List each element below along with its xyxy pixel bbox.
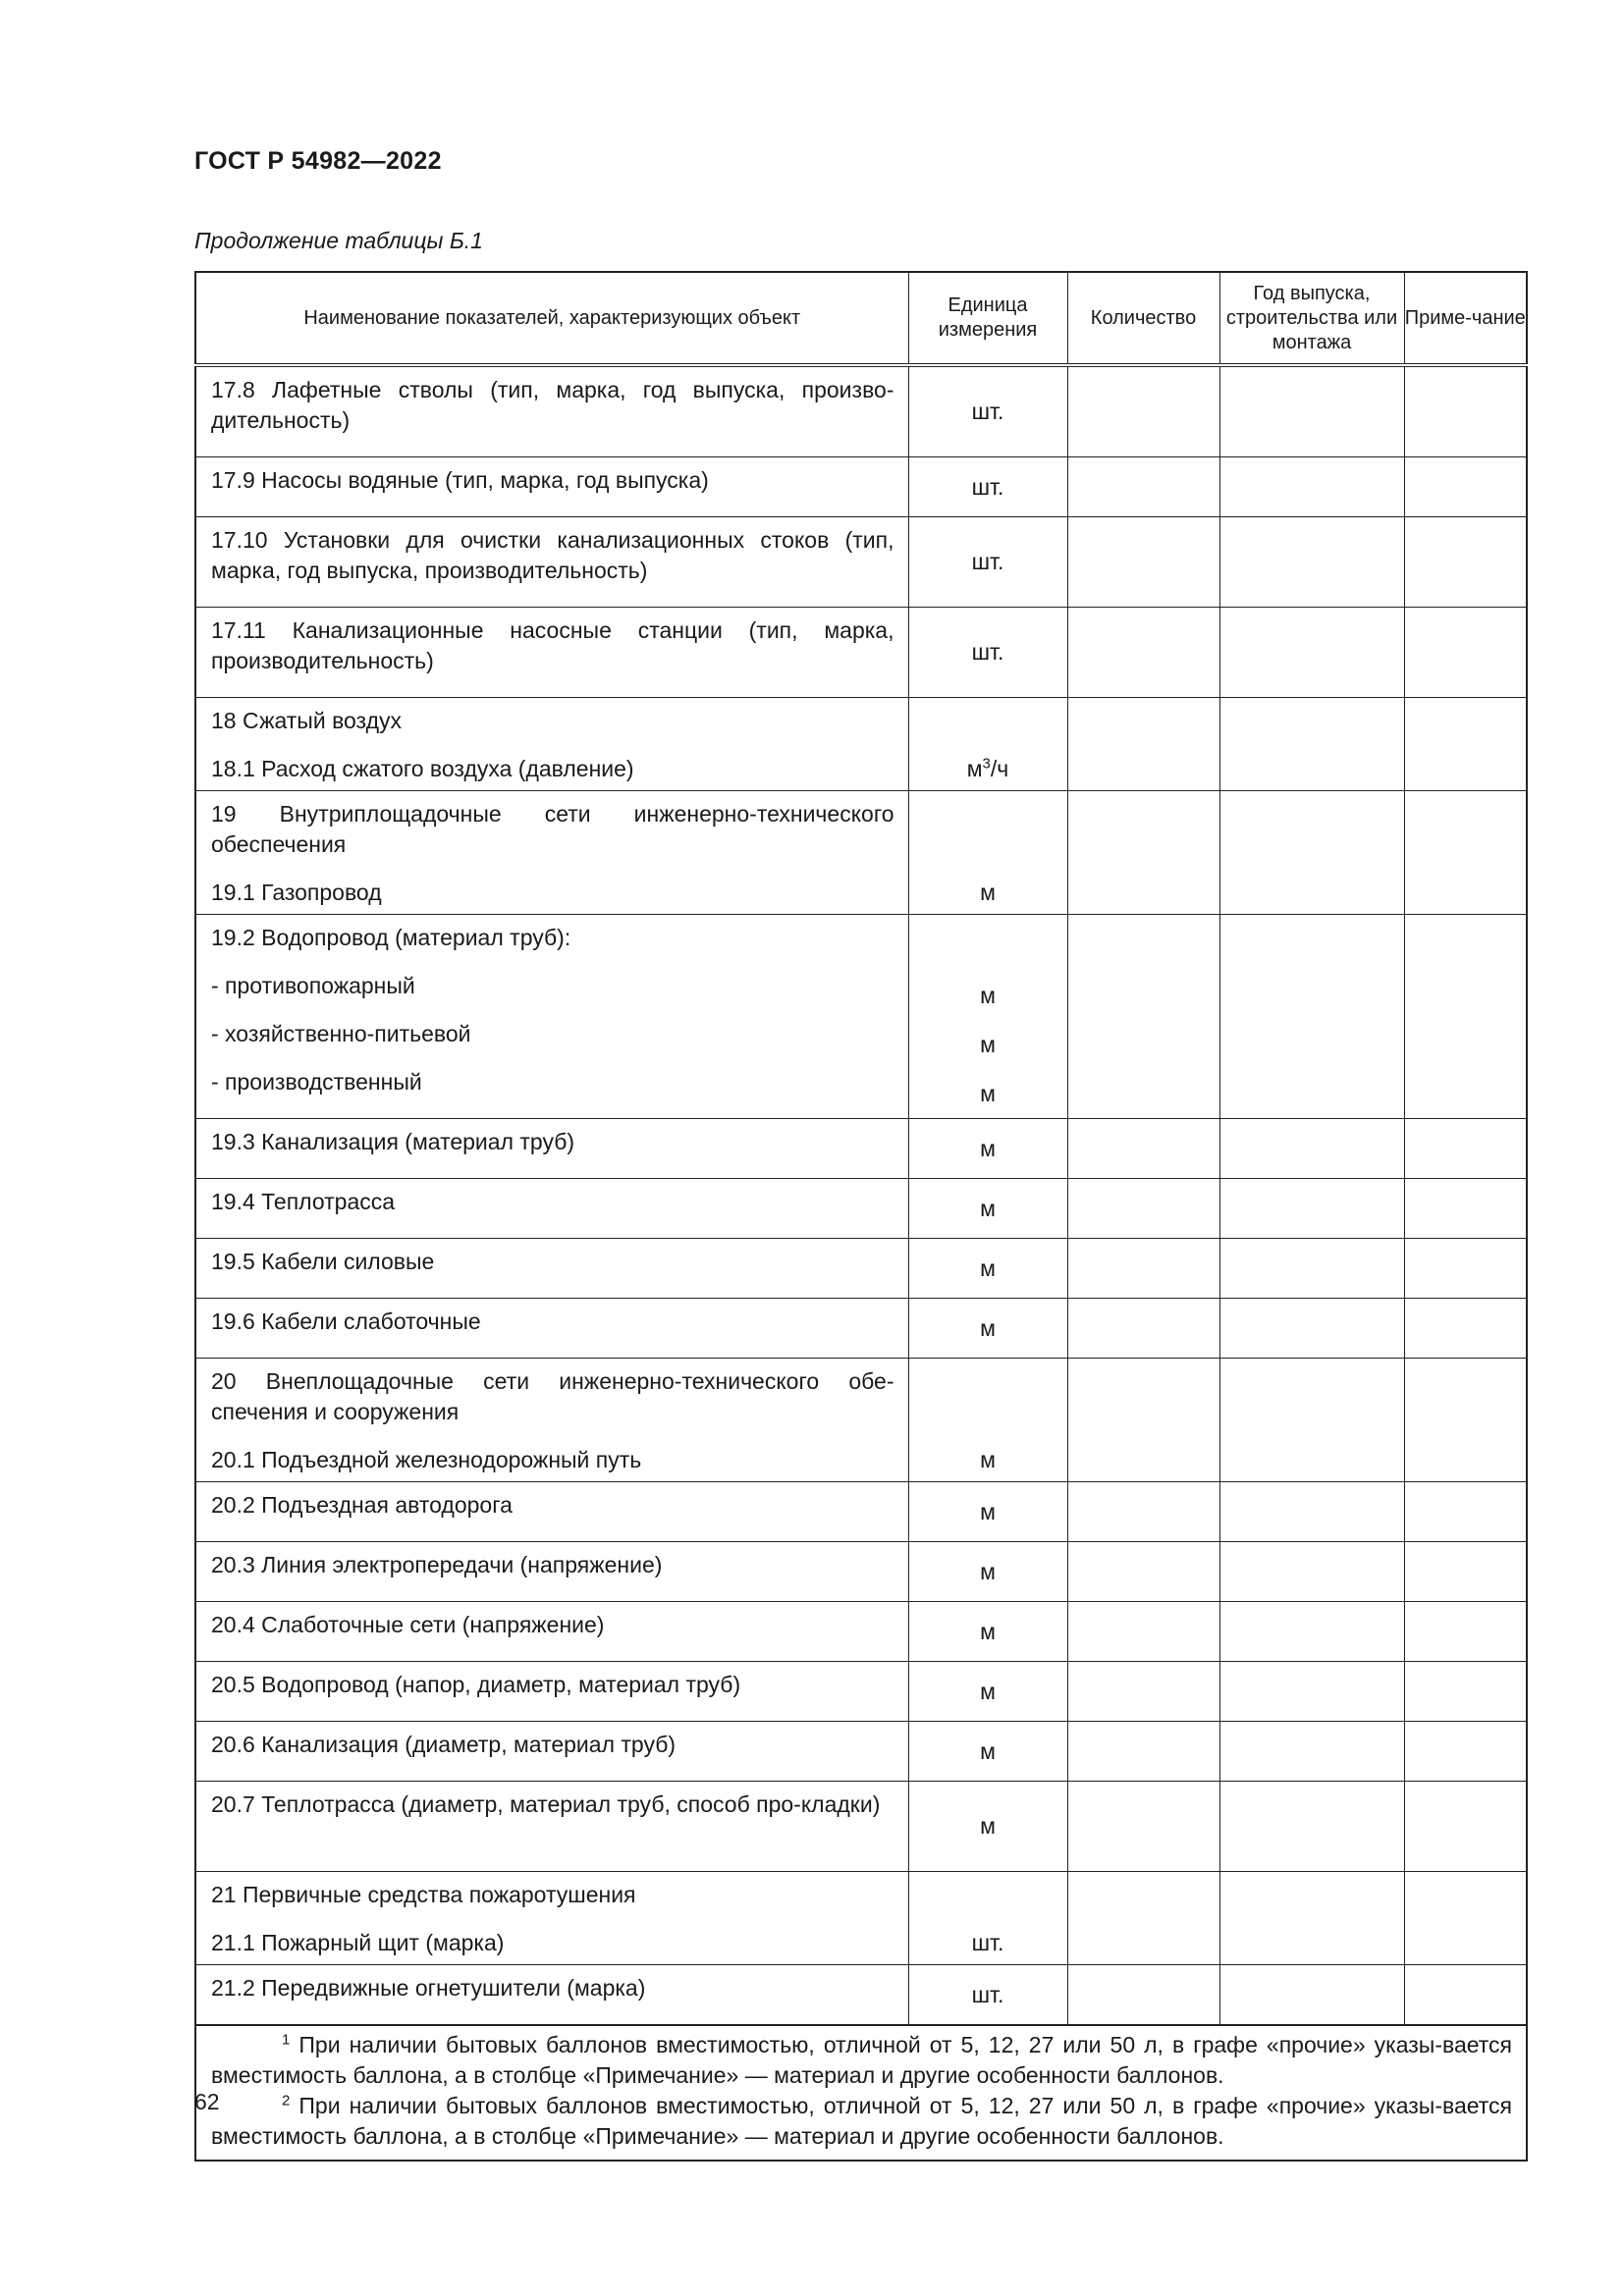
col-header-name: Наименование показателей, характеризующих объект	[195, 272, 908, 365]
year-cell	[1219, 1482, 1404, 1542]
row-name: 17.11 Канализационные насосные станции (тип, марка, производительность)	[195, 608, 908, 698]
unit-base: м	[966, 756, 983, 781]
qty-cell	[1067, 698, 1219, 791]
col-header-note: Приме-чание	[1404, 272, 1527, 365]
row-name: 21.2 Передвижные огнетушители (марка)	[195, 1965, 908, 2026]
row-subitem: 21.1 Пожарный щит (марка)	[211, 1930, 505, 1955]
year-cell	[1219, 1299, 1404, 1359]
row-name	[195, 1872, 908, 1965]
year-cell	[1219, 1602, 1404, 1662]
footnotes-cell	[195, 2025, 1527, 2161]
col-header-qty: Количество	[1067, 272, 1219, 365]
unit-value: м	[980, 983, 996, 1008]
footnote-text: При наличии бытовых баллонов вместимостью, отличной от 5, 12, 27 или 50 л, в графе «прочие» указы-вается вместимость баллона, а в столбце «Примечание» — материал и другие особенности баллонов.	[211, 2032, 1513, 2088]
row-unit: м	[908, 1782, 1067, 1872]
row-subitem: - производственный	[211, 1069, 422, 1095]
qty-cell	[1067, 1782, 1219, 1872]
table-caption: Продолжение таблицы Б.1	[194, 228, 483, 253]
table-row	[195, 791, 1527, 915]
year-cell	[1219, 365, 1404, 457]
table-row	[195, 608, 1527, 698]
note-cell	[1404, 1662, 1527, 1722]
row-name: 20.2 Подъездная автодорога	[195, 1482, 908, 1542]
row-unit: шт.	[908, 457, 1067, 517]
unit-superscript: 3	[982, 755, 991, 773]
row-name: 17.9 Насосы водяные (тип, марка, год выпуска)	[195, 457, 908, 517]
row-name: 19.3 Канализация (материал труб)	[195, 1119, 908, 1179]
row-name: 17.10 Установки для очистки канализационных стоков (тип, марка, год выпуска, производительность)	[195, 517, 908, 608]
note-cell	[1404, 1179, 1527, 1239]
table-row	[195, 1782, 1527, 1872]
qty-cell	[1067, 791, 1219, 915]
document-id: ГОСТ Р 54982—2022	[194, 147, 442, 175]
note-cell	[1404, 365, 1527, 457]
table-row	[195, 1359, 1527, 1482]
note-cell	[1404, 1782, 1527, 1872]
qty-cell	[1067, 1359, 1219, 1482]
row-name	[195, 915, 908, 1119]
note-cell	[1404, 457, 1527, 517]
row-unit: м	[908, 1239, 1067, 1299]
row-unit: шт.	[908, 517, 1067, 608]
year-cell	[1219, 1872, 1404, 1965]
row-section-title: 19 Внутриплощадочные сети инженерно-технического обеспечения	[211, 801, 894, 857]
note-cell	[1404, 1482, 1527, 1542]
footnote-text: При наличии бытовых баллонов вместимостью, отличной от 5, 12, 27 или 50 л, в графе «прочие» указы-вается вместимость баллона, а в столбце «Примечание» — материал и другие особенности баллонов.	[211, 2093, 1513, 2149]
row-unit: шт.	[908, 608, 1067, 698]
qty-cell	[1067, 915, 1219, 1119]
row-name: 20.4 Слаботочные сети (напряжение)	[195, 1602, 908, 1662]
footnote-mark: 1	[282, 2031, 291, 2049]
note-cell	[1404, 1965, 1527, 2026]
note-cell	[1404, 517, 1527, 608]
year-cell	[1219, 1542, 1404, 1602]
qty-cell	[1067, 1179, 1219, 1239]
year-cell	[1219, 1239, 1404, 1299]
note-cell	[1404, 1602, 1527, 1662]
row-subitem: 18.1 Расход сжатого воздуха (давление)	[211, 756, 634, 781]
row-subitem: - противопожарный	[211, 973, 415, 998]
year-cell	[1219, 1119, 1404, 1179]
row-name: 19.4 Теплотрасса	[195, 1179, 908, 1239]
qty-cell	[1067, 608, 1219, 698]
table-row	[195, 1722, 1527, 1782]
row-name: 19.5 Кабели силовые	[195, 1239, 908, 1299]
qty-cell	[1067, 457, 1219, 517]
qty-cell	[1067, 517, 1219, 608]
row-unit: м	[908, 1179, 1067, 1239]
row-name: 20.7 Теплотрасса (диаметр, материал труб, способ про-кладки)	[195, 1782, 908, 1872]
table-row	[195, 1662, 1527, 1722]
year-cell	[1219, 1662, 1404, 1722]
note-cell	[1404, 608, 1527, 698]
table-header-row	[195, 272, 1527, 365]
table-row	[195, 1872, 1527, 1965]
footnote	[211, 2091, 1512, 2152]
table-row	[195, 1542, 1527, 1602]
qty-cell	[1067, 1542, 1219, 1602]
row-subitem: 20.1 Подъездной железнодорожный путь	[211, 1447, 642, 1472]
row-name: 17.8 Лафетные стволы (тип, марка, год выпуска, произво-дительность)	[195, 365, 908, 457]
table-row	[195, 915, 1527, 1119]
row-name: 20.6 Канализация (диаметр, материал труб)	[195, 1722, 908, 1782]
note-cell	[1404, 1722, 1527, 1782]
row-name	[195, 1359, 908, 1482]
table-row	[195, 1965, 1527, 2026]
qty-cell	[1067, 1119, 1219, 1179]
table-row	[195, 1602, 1527, 1662]
note-cell	[1404, 1872, 1527, 1965]
year-cell	[1219, 1965, 1404, 2026]
row-subitem: 19.1 Газопровод	[211, 880, 382, 905]
table-row	[195, 1179, 1527, 1239]
year-cell	[1219, 457, 1404, 517]
note-cell	[1404, 698, 1527, 791]
qty-cell	[1067, 365, 1219, 457]
page-number: 62	[194, 2089, 220, 2114]
row-unit	[908, 698, 1067, 791]
row-unit: м	[908, 1662, 1067, 1722]
footnote-mark: 2	[282, 2092, 291, 2109]
year-cell	[1219, 1179, 1404, 1239]
table-row	[195, 1239, 1527, 1299]
row-name	[195, 698, 908, 791]
row-unit: м	[908, 1299, 1067, 1359]
note-cell	[1404, 791, 1527, 915]
table-row	[195, 1299, 1527, 1359]
row-unit: шт.	[908, 1872, 1067, 1965]
note-cell	[1404, 915, 1527, 1119]
row-unit: м	[908, 1119, 1067, 1179]
footnote	[211, 2030, 1512, 2091]
row-name: 20.3 Линия электропередачи (напряжение)	[195, 1542, 908, 1602]
table-row	[195, 1482, 1527, 1542]
qty-cell	[1067, 1299, 1219, 1359]
unit-value: м	[980, 1032, 996, 1057]
row-unit: шт.	[908, 1965, 1067, 2026]
note-cell	[1404, 1299, 1527, 1359]
year-cell	[1219, 791, 1404, 915]
year-cell	[1219, 608, 1404, 698]
row-unit: м	[908, 791, 1067, 915]
year-cell	[1219, 1359, 1404, 1482]
row-section-title: 20 Внеплощадочные сети инженерно-технического обе-спечения и сооружения	[211, 1368, 894, 1424]
row-name: 19.6 Кабели слаботочные	[195, 1299, 908, 1359]
col-header-year: Год выпуска, строительства или монтажа	[1219, 272, 1404, 365]
row-section-title: 21 Первичные средства пожаротушения	[211, 1882, 636, 1907]
unit-tail: /ч	[990, 756, 1009, 781]
qty-cell	[1067, 1872, 1219, 1965]
year-cell	[1219, 1722, 1404, 1782]
row-section-title: 18 Сжатый воздух	[211, 708, 403, 733]
table-row	[195, 698, 1527, 791]
year-cell	[1219, 698, 1404, 791]
qty-cell	[1067, 1239, 1219, 1299]
qty-cell	[1067, 1722, 1219, 1782]
table-row	[195, 517, 1527, 608]
row-unit: м	[908, 1542, 1067, 1602]
table-row	[195, 365, 1527, 457]
row-name	[195, 791, 908, 915]
note-cell	[1404, 1119, 1527, 1179]
row-section-title: 19.2 Водопровод (материал труб):	[211, 925, 571, 950]
row-unit: м	[908, 1359, 1067, 1482]
year-cell	[1219, 915, 1404, 1119]
qty-cell	[1067, 1662, 1219, 1722]
note-cell	[1404, 1542, 1527, 1602]
row-unit: м	[908, 1722, 1067, 1782]
row-unit	[908, 915, 1067, 1119]
unit-value: м	[980, 1081, 996, 1106]
row-name: 20.5 Водопровод (напор, диаметр, материал труб)	[195, 1662, 908, 1722]
year-cell	[1219, 1782, 1404, 1872]
col-header-unit: Единица измерения	[908, 272, 1067, 365]
qty-cell	[1067, 1482, 1219, 1542]
qty-cell	[1067, 1602, 1219, 1662]
qty-cell	[1067, 1965, 1219, 2026]
row-subitem: - хозяйственно-питьевой	[211, 1021, 471, 1046]
note-cell	[1404, 1239, 1527, 1299]
year-cell	[1219, 517, 1404, 608]
note-cell	[1404, 1359, 1527, 1482]
row-unit: м	[908, 1482, 1067, 1542]
table-row	[195, 457, 1527, 517]
table-row	[195, 1119, 1527, 1179]
row-unit: шт.	[908, 365, 1067, 457]
footnotes-row	[195, 2025, 1527, 2161]
row-unit: м	[908, 1602, 1067, 1662]
specification-table	[194, 271, 1528, 2162]
